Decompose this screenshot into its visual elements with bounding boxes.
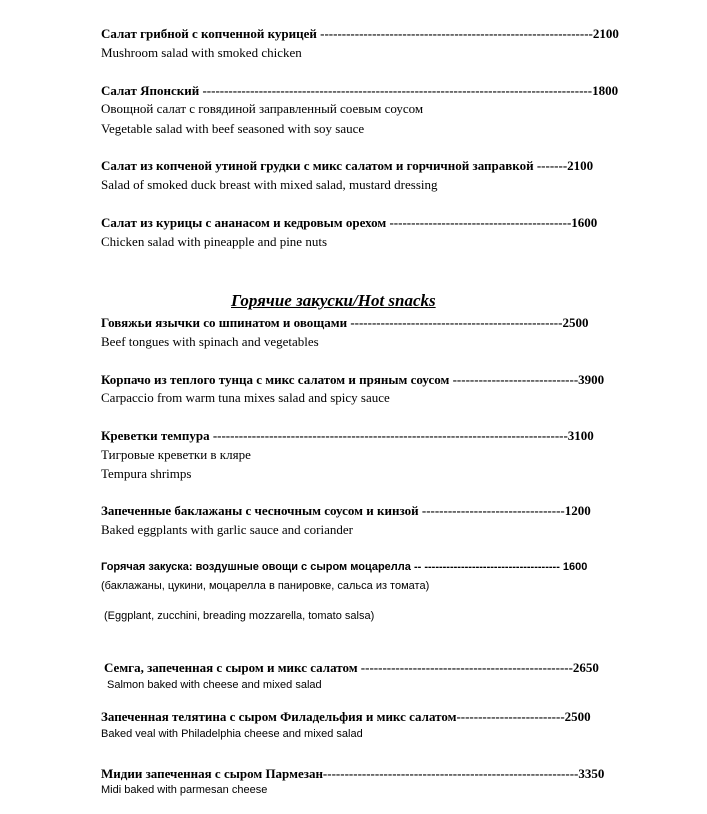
dish-title: Горячая закуска: воздушные овощи с сыром моцарелла -- ------------------------------------- 1600 [101,561,588,573]
dish-description: Тигровые креветки в кляре [101,447,251,462]
dish-description: Baked eggplants with garlic sauce and coriander [101,522,353,537]
salad-description: Mushroom salad with smoked chicken [101,45,302,60]
dish-description: (Eggplant, zucchini, breading mozzarella, tomato salsa) [104,610,375,622]
dish-title: Мидии запеченная с сыром Пармезан-----------------------------------------------------------3350 [101,766,605,781]
salad-title: Салат из копченой утиной грудки с микс салатом и горчичной заправкой -------2100 [101,158,594,173]
dish-title: Семга, запеченная с сыром и микс салатом -------------------------------------------------2650 [104,660,599,675]
dish-description: Midi baked with parmesan cheese [101,784,268,796]
salad-title: Салат грибной с копченной курицей ---------------------------------------------------------------2100 [101,26,619,41]
dish-description: (баклажаны, цукини, моцарелла в панировке, сальса из томата) [101,580,430,592]
salad-description: Овощной салат с говядиной заправленный соевым соусом [101,101,424,116]
dish-description: Baked veal with Philadelphia cheese and mixed salad [101,728,363,740]
salad-title: Салат Японский ------------------------------------------------------------------------------------------1800 [101,83,619,98]
dish-description: Tempura shrimps [101,466,192,481]
salad-title: Салат из курицы с ананасом и кедровым орехом ------------------------------------------1600 [101,215,598,230]
dish-title: Креветки темпура ----------------------------------------------------------------------------------3100 [101,428,594,443]
salad-description: Salad of smoked duck breast with mixed salad, mustard dressing [101,177,438,192]
dish-title: Запеченные баклажаны с чесночным соусом и кинзой ---------------------------------1200 [101,503,591,518]
dish-description: Carpaccio from warm tuna mixes salad and spicy sauce [101,390,390,405]
section-heading: Горячие закуски/Hot snacks [231,291,436,310]
dish-title: Говяжьи язычки со шпинатом и овощами -------------------------------------------------2500 [101,315,589,330]
salad-description: Chicken salad with pineapple and pine nuts [101,234,328,249]
salad-description: Vegetable salad with beef seasoned with soy sauce [101,121,365,136]
dish-description: Beef tongues with spinach and vegetables [101,334,319,349]
dish-title: Запеченная телятина с сыром Филадельфия и микс салатом-------------------------2500 [101,709,591,724]
dish-description: Salmon baked with cheese and mixed salad [107,679,322,691]
dish-title: Корпачо из теплого тунца с микс салатом и пряным соусом -----------------------------3900 [101,372,605,387]
